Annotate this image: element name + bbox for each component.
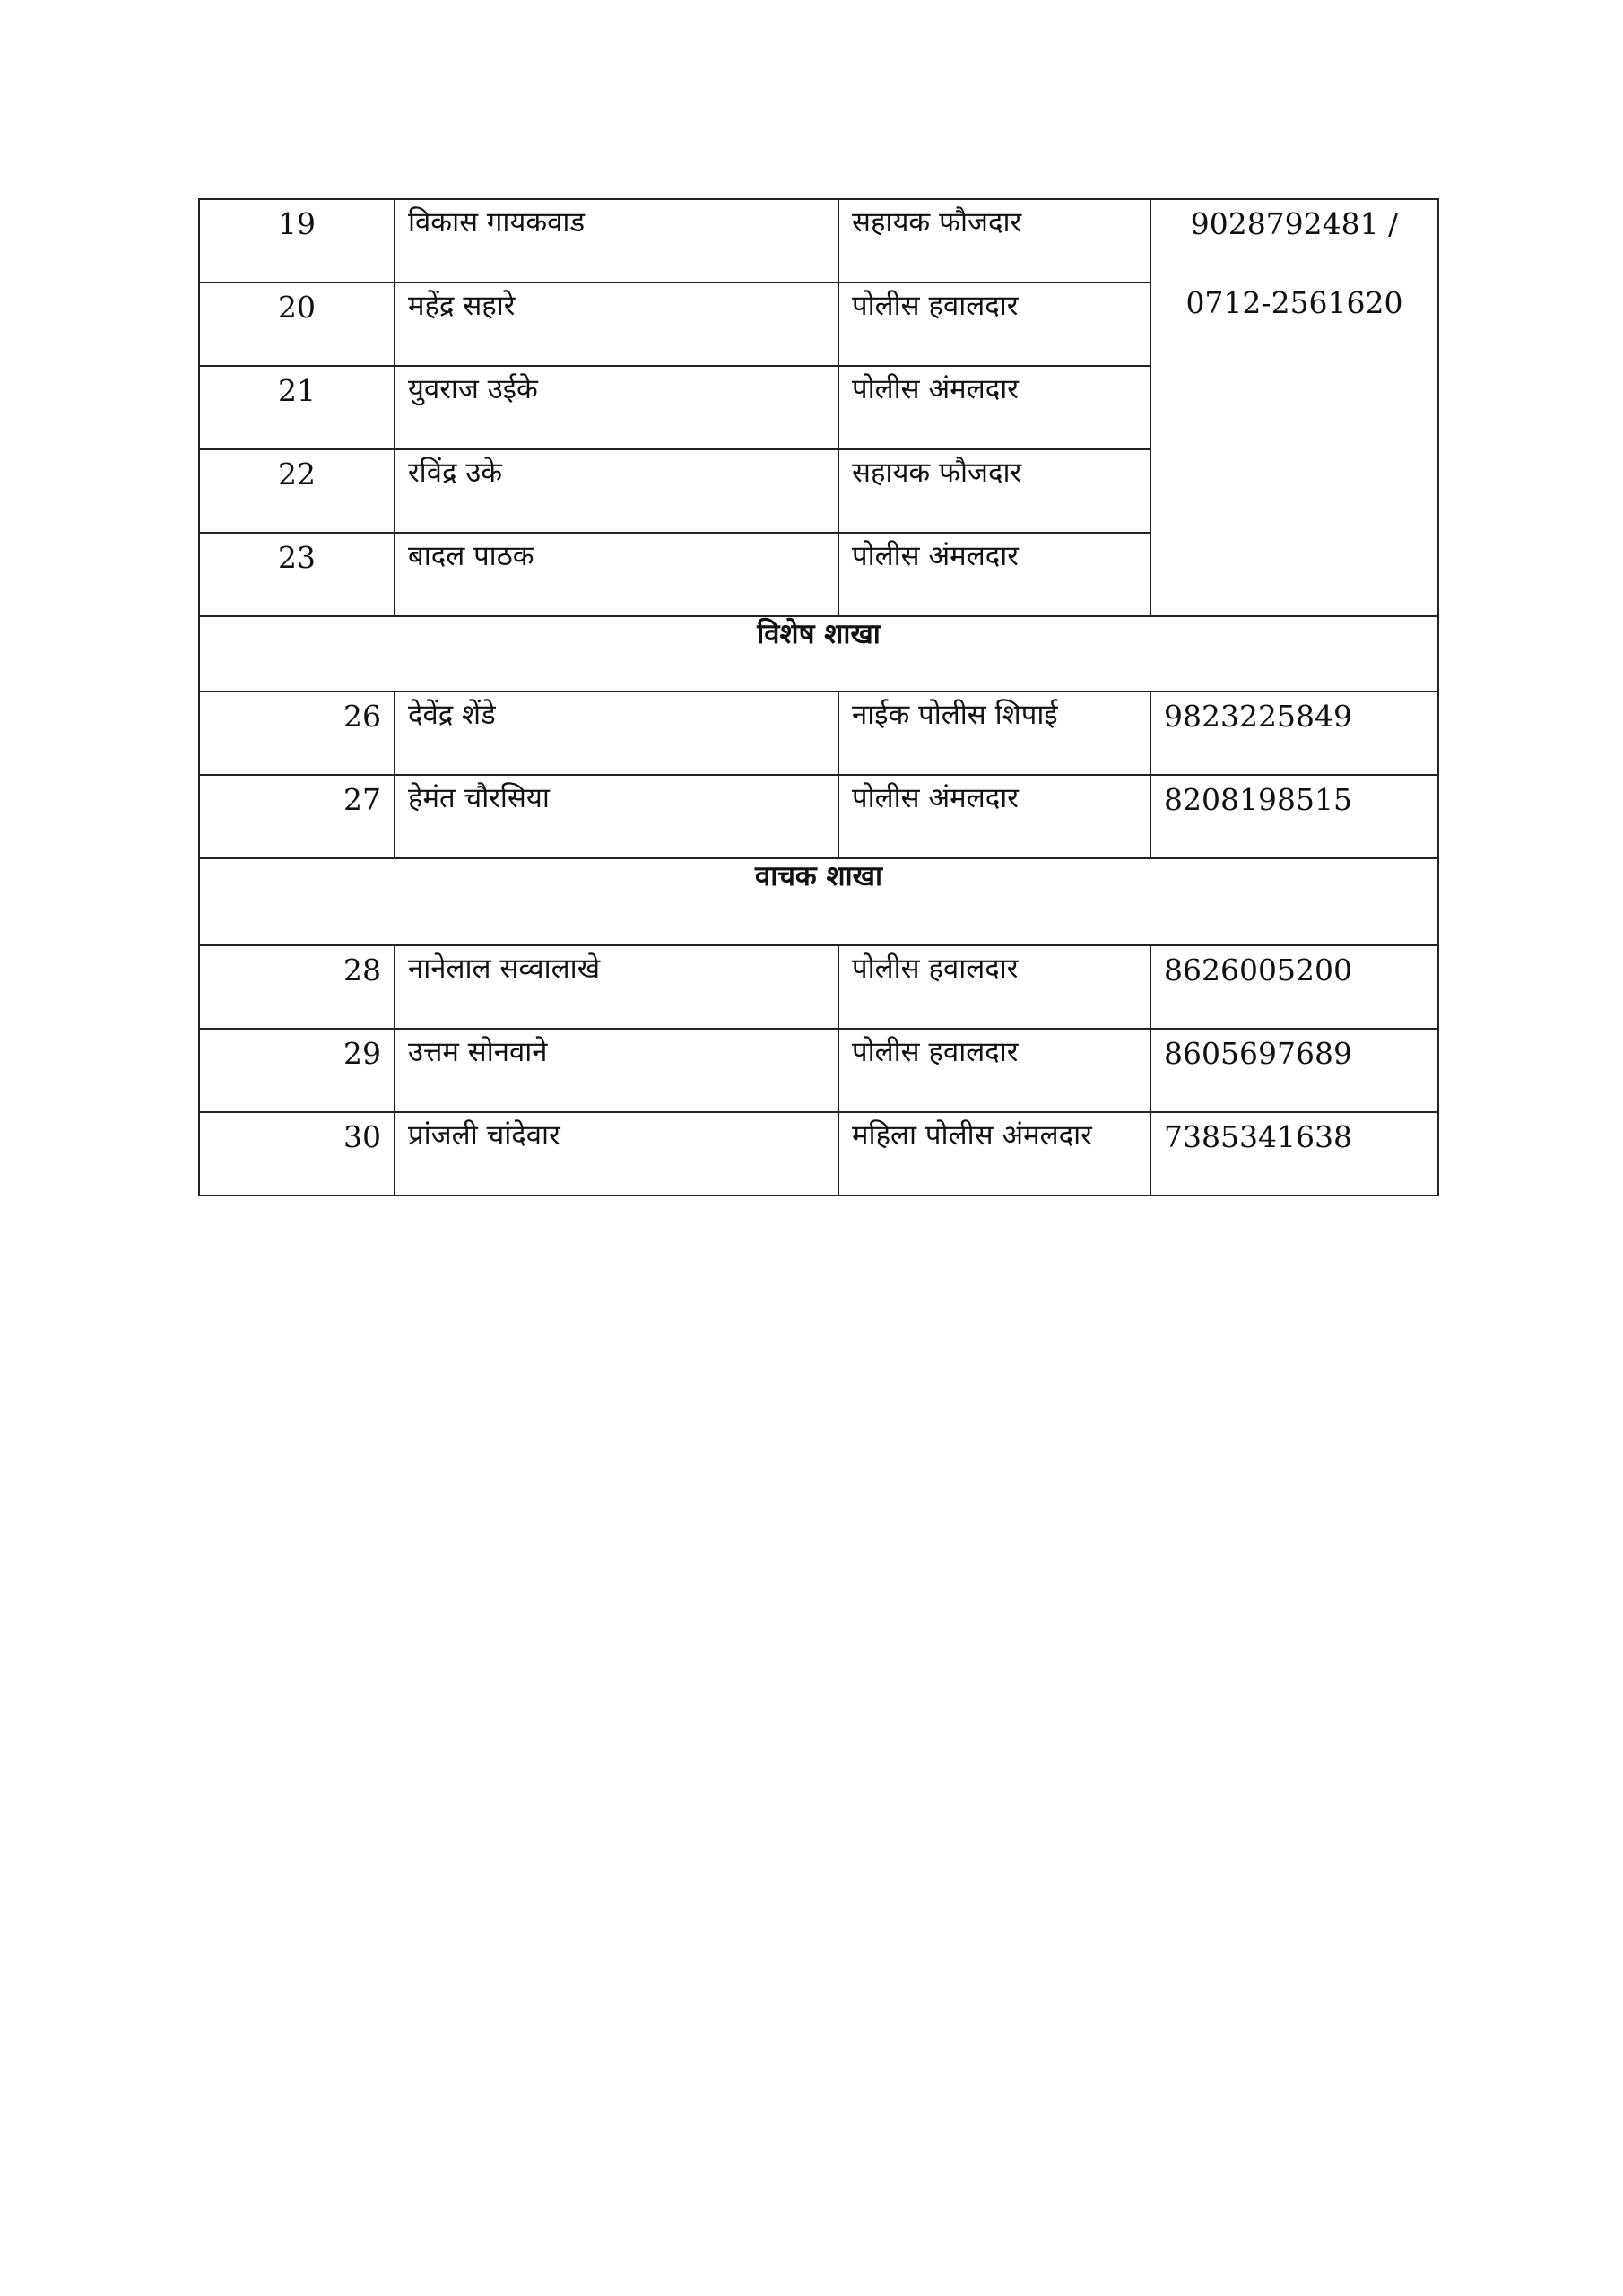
staff-contact-table	[198, 198, 1439, 1196]
section-title: विशेष शाखा	[199, 616, 1438, 691]
serial-number: 29	[199, 1029, 395, 1112]
contact-mobile: 9028792481 /	[1190, 206, 1399, 241]
staff-contact: 7385341638	[1150, 1112, 1438, 1196]
serial-number: 21	[199, 366, 395, 449]
staff-contact: 8208198515	[1150, 775, 1438, 858]
table-row	[199, 945, 1438, 1029]
staff-name: देवेंद्र शेंडे	[395, 691, 838, 775]
staff-rank: पोलीस हवालदार	[838, 945, 1150, 1029]
staff-rank: पोलीस अंमलदार	[838, 366, 1150, 449]
table-row	[199, 775, 1438, 858]
staff-rank: महिला पोलीस अंमलदार	[838, 1112, 1150, 1196]
serial-number: 28	[199, 945, 395, 1029]
staff-rank: सहायक फौजदार	[838, 199, 1150, 283]
staff-rank: नाईक पोलीस शिपाई	[838, 691, 1150, 775]
section-title: वाचक शाखा	[199, 858, 1438, 945]
staff-name: युवराज उईके	[395, 366, 838, 449]
staff-rank: सहायक फौजदार	[838, 449, 1150, 533]
serial-number: 22	[199, 449, 395, 533]
staff-name: नानेलाल सव्वालाखे	[395, 945, 838, 1029]
contact-landline: 0712-2561620	[1185, 284, 1403, 320]
staff-rank: पोलीस हवालदार	[838, 283, 1150, 366]
serial-number: 26	[199, 691, 395, 775]
staff-name: हेमंत चौरसिया	[395, 775, 838, 858]
serial-number: 19	[199, 199, 395, 283]
shared-contact-cell	[1150, 199, 1438, 616]
staff-name: महेंद्र सहारे	[395, 283, 838, 366]
staff-name: रविंद्र उके	[395, 449, 838, 533]
section-header-row	[199, 616, 1438, 691]
serial-number: 27	[199, 775, 395, 858]
staff-contact: 8626005200	[1150, 945, 1438, 1029]
staff-name: उत्तम सोनवाने	[395, 1029, 838, 1112]
staff-name: विकास गायकवाड	[395, 199, 838, 283]
table-row	[199, 691, 1438, 775]
table-row	[199, 1112, 1438, 1196]
section-header-row	[199, 858, 1438, 945]
table-row	[199, 1029, 1438, 1112]
table-row	[199, 199, 1438, 283]
staff-name: प्रांजली चांदेवार	[395, 1112, 838, 1196]
staff-contact: 8605697689	[1150, 1029, 1438, 1112]
staff-rank: पोलीस हवालदार	[838, 1029, 1150, 1112]
serial-number: 23	[199, 533, 395, 616]
staff-name: बादल पाठक	[395, 533, 838, 616]
serial-number: 30	[199, 1112, 395, 1196]
staff-rank: पोलीस अंमलदार	[838, 775, 1150, 858]
serial-number: 20	[199, 283, 395, 366]
staff-contact: 9823225849	[1150, 691, 1438, 775]
staff-rank: पोलीस अंमलदार	[838, 533, 1150, 616]
